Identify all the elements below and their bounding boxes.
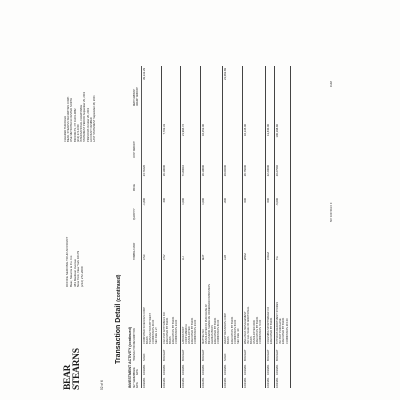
- cell-description: [244, 274, 263, 344]
- cell-trans: BOUGHT: [201, 349, 205, 361]
- section-title: INVESTMENT ACTIVITY (continued): [128, 327, 132, 388]
- page-number: 52 of 6: [100, 380, 104, 390]
- cell-settle: 10/23/01: [162, 377, 166, 388]
- cell-price: 24.74220: [143, 165, 146, 177]
- cell-price: 29.04000: [224, 165, 228, 177]
- cell-trade: 10/18/01: [201, 364, 205, 375]
- cell-settle: 10/24/01: [243, 377, 247, 388]
- cell-cost: 16,135.00: [243, 124, 247, 136]
- cell-price: 20.27540: [276, 165, 280, 177]
- description-line: SEC FEE 1.27: [155, 327, 159, 344]
- cell-trade: 10/18/01: [143, 364, 146, 375]
- cell-trade: 10/19/01: [266, 364, 270, 375]
- cell-trade: 10/19/01: [276, 364, 280, 375]
- logo-line-bear: BEAR: [63, 364, 73, 390]
- cell-cost: 16,253.00: [201, 124, 205, 136]
- cell-price: 26.75000: [243, 165, 247, 177]
- cell-description: [267, 274, 273, 344]
- cell-cost: 21,994.72: [182, 124, 185, 136]
- table-header: [134, 66, 142, 388]
- footer-codes: 507 1007011 0 0: [330, 202, 333, 222]
- cell-qty: 600: [266, 198, 270, 203]
- account-info-line: INTERNATIONAL CHARITABLE: [80, 104, 84, 142]
- office-address-line: (212) 272-2000: [80, 266, 84, 287]
- cell-settle: 10/24/01: [224, 377, 228, 388]
- description-line: AVERY DENNISON CORP: [224, 312, 228, 344]
- title-suffix: (continued): [116, 274, 122, 302]
- description-line: COMMISSION 64.00: [233, 319, 237, 344]
- description-line: SEC FEE .30: [236, 328, 240, 344]
- column-header-cost: [134, 124, 137, 158]
- description-line: BASIS: [146, 336, 150, 344]
- cell-description: [182, 274, 198, 344]
- table-row: [162, 66, 182, 388]
- column-header-text: DATE: [136, 369, 139, 375]
- column-header-text: CREDIT AMOUNT: [136, 87, 139, 106]
- description-line: LEHMAN BROS: [210, 325, 214, 344]
- description-line: WELLINGS MANAGEMENT: [243, 311, 247, 344]
- column-header-sym: [134, 243, 137, 260]
- cell-trade: 10/19/01: [224, 364, 228, 375]
- account-info-line: LAST STATEMENT September 28, 2001: [93, 95, 97, 142]
- cell-trans: BOUGHT: [276, 349, 280, 361]
- account-info-line: CLEARED THROUGH: [64, 115, 67, 142]
- office-address-line: Bear, Stearns & Co. Inc.: [68, 254, 73, 287]
- description-line: EXECUTED BY BUCK: [165, 317, 169, 344]
- cell-trade: 10/18/01: [162, 364, 166, 375]
- account-info-line: BEAR, STEARNS SECURITIES CORP.: [67, 96, 71, 142]
- office-address-block: [66, 237, 85, 287]
- description-line: UNSOLICITED 91 PURCHASE AT: [204, 304, 208, 344]
- cell-settle: 10/22/01: [201, 377, 205, 388]
- cell-trans: BOUGHT: [182, 349, 185, 361]
- cell-sym: COLM: [266, 252, 270, 260]
- description-line: COMMISSION 215.00: [285, 318, 289, 344]
- cell-description: [276, 274, 288, 344]
- cell-settle: 10/23/01: [182, 377, 185, 388]
- cell-sym: LH: [182, 256, 185, 260]
- footer-right-code: FHM: [330, 81, 333, 87]
- description-line: EXECUTION BY BUCK: [171, 316, 175, 344]
- description-line: TOYSRUS DEPARTMENT STORES: [276, 301, 280, 344]
- description-line: BR AND/OR SHARE RE ORDERED/COMPASSION: [207, 283, 211, 344]
- description-line: COLUMBIA SPORTSWEAR CO: [266, 306, 270, 344]
- cell-net: 39,133.29: [143, 68, 146, 80]
- column-header-net: [134, 68, 139, 106]
- column-header-price: [134, 165, 137, 191]
- description-line: UNSOLICITED: [188, 326, 192, 344]
- column-header-trans: [134, 345, 137, 361]
- description-line: EXECUTION BY BUCK: [256, 316, 260, 344]
- cell-sym: MAT: [201, 254, 205, 260]
- cell-cost: 100,198.80: [276, 124, 280, 138]
- account-info-line: STATEMENT PERIOD September 29, 2001: [83, 91, 87, 142]
- description-line: EXECUTED BY BUCK: [213, 317, 217, 344]
- cell-sym: ALB: [224, 254, 228, 260]
- office-address-line: New York, New York 10179: [76, 250, 81, 287]
- table-row: [266, 66, 276, 388]
- account-info-line: ONE METROTECH CENTER NORTH: [70, 97, 74, 142]
- column-header-text: SYMBOL/CUSIP: [134, 242, 136, 260]
- cell-qty: 400: [162, 198, 166, 203]
- column-header-text: DEBIT AMOUNT: [134, 88, 136, 106]
- cell-sym: TG: [276, 256, 280, 260]
- description-line: BASIS: [250, 336, 254, 344]
- column-header-trade: [134, 367, 139, 375]
- rotated-statement-sheet: [62, 62, 337, 392]
- column-header-desc: [134, 274, 137, 344]
- account-info-line: (212) 272-1000: [76, 124, 80, 142]
- description-line: COMMISSION 49.00: [152, 319, 156, 344]
- cell-description: [143, 274, 159, 344]
- cell-cost: 7,703.33: [162, 124, 166, 135]
- description-line: CORP AMERICA: [185, 324, 189, 344]
- account-info-line: PREVIOUS October 26, 2001: [86, 107, 90, 142]
- cell-trans: BOUGHT: [266, 349, 270, 361]
- transaction-table: [134, 66, 291, 388]
- cell-sym: CSC: [143, 254, 146, 260]
- cell-description: [224, 274, 240, 344]
- description-line: COMMISSION 24.00: [194, 319, 198, 344]
- description-line: INC BUY PURCHASE: [279, 318, 283, 344]
- cell-settle: 10/24/01: [276, 377, 280, 388]
- column-header-text: COST AMOUNT: [134, 141, 136, 158]
- description-line: EXECUTION BY BUCK: [230, 316, 234, 344]
- cell-price: 16.19000: [162, 165, 166, 177]
- table-row: [275, 66, 291, 388]
- description-line: UNSOLICITED ORD: [253, 320, 257, 344]
- cell-description: [202, 274, 221, 344]
- description-line: EXECUTED BY BUCK: [191, 317, 195, 344]
- logo-line-stearns: STEARNS: [72, 348, 83, 390]
- cell-sym: WSM: [243, 253, 247, 260]
- cell-description: [163, 274, 179, 344]
- cell-trans: SOLD: [224, 353, 228, 361]
- description-line: COMMISSION 60.00: [217, 319, 221, 344]
- column-header-text: PRICE: [134, 183, 136, 191]
- column-header-settle: [134, 373, 139, 388]
- cell-price: 71.80010: [182, 165, 185, 177]
- cell-net: 23,063.69: [224, 68, 228, 80]
- bear-stearns-logo: [64, 350, 82, 390]
- column-header-text: DATE: [136, 382, 139, 388]
- description-line: LABORATORY: [182, 326, 185, 344]
- cell-qty: 1,000: [201, 198, 205, 205]
- cell-qty: 1,000: [182, 198, 185, 205]
- description-line: EXECUTED BY BUCK: [282, 317, 286, 344]
- description-line: MATTEL INC: [201, 328, 205, 344]
- office-address-line: 383 Madison Avenue: [72, 259, 77, 287]
- description-line: EXECUTED BY BUCK: [269, 317, 273, 344]
- cell-qty: -5,000: [276, 198, 280, 206]
- cell-price: 16.19600: [201, 165, 205, 177]
- cell-sym: CSV: [162, 254, 166, 260]
- cell-trans: SOLD: [143, 353, 146, 361]
- column-header-text: TRADE: [134, 367, 136, 375]
- account-info-block: [64, 92, 96, 142]
- column-header-text: QUANTITY: [134, 208, 136, 220]
- description-line: COMMISSION 70.00: [259, 319, 263, 344]
- cell-settle: 10/24/01: [266, 377, 270, 388]
- account-info-line: ACCOUNT NUMBER: [89, 117, 93, 142]
- table-row: [223, 66, 243, 388]
- description-line: COMPUTER SCIENCES CORP: [143, 306, 146, 344]
- cell-trade: 10/18/01: [182, 364, 185, 375]
- cell-cost: 13,440.00: [266, 124, 270, 136]
- cell-settle: 10/30/01: [143, 377, 146, 388]
- cell-trans: BOUGHT: [243, 349, 247, 361]
- table-row: [181, 66, 201, 388]
- column-header-text: SETTLEMENT: [134, 372, 136, 388]
- column-header-text: DESCRIPTION: [134, 328, 136, 344]
- cell-qty: 600: [243, 198, 247, 203]
- cell-qty: -800: [224, 198, 228, 204]
- cell-trade: 10/19/01: [243, 364, 247, 375]
- cell-trans: BOUGHT: [162, 349, 166, 361]
- description-line: INC ALL SALE OF ADDITIONAL: [246, 306, 250, 344]
- table-body: [142, 66, 291, 388]
- description-line: COMMISSION 24.00: [174, 319, 178, 344]
- cell-qty: -1,800: [143, 198, 146, 206]
- description-line: BASIS: [227, 336, 231, 344]
- column-header-text: TRANSACTION: [134, 344, 136, 361]
- office-address-line: OFFICE SERVING YOUR ACCOUNT: [65, 236, 69, 287]
- title-text: Transaction Detail: [115, 303, 122, 364]
- table-row: [243, 66, 266, 388]
- description-line: TRANSACTION BY WEST: [149, 313, 153, 344]
- description-line: BASIS: [168, 336, 172, 344]
- table-row: [142, 66, 162, 388]
- table-row: [201, 66, 224, 388]
- account-info-line: BROOKLYN, NY 11201-3862: [73, 108, 77, 142]
- page-title: [115, 275, 124, 364]
- description-line: CAN PUT ANYTHINGS INC: [162, 311, 166, 344]
- cell-price: 22.20000: [266, 165, 270, 177]
- column-header-qty: [134, 198, 137, 220]
